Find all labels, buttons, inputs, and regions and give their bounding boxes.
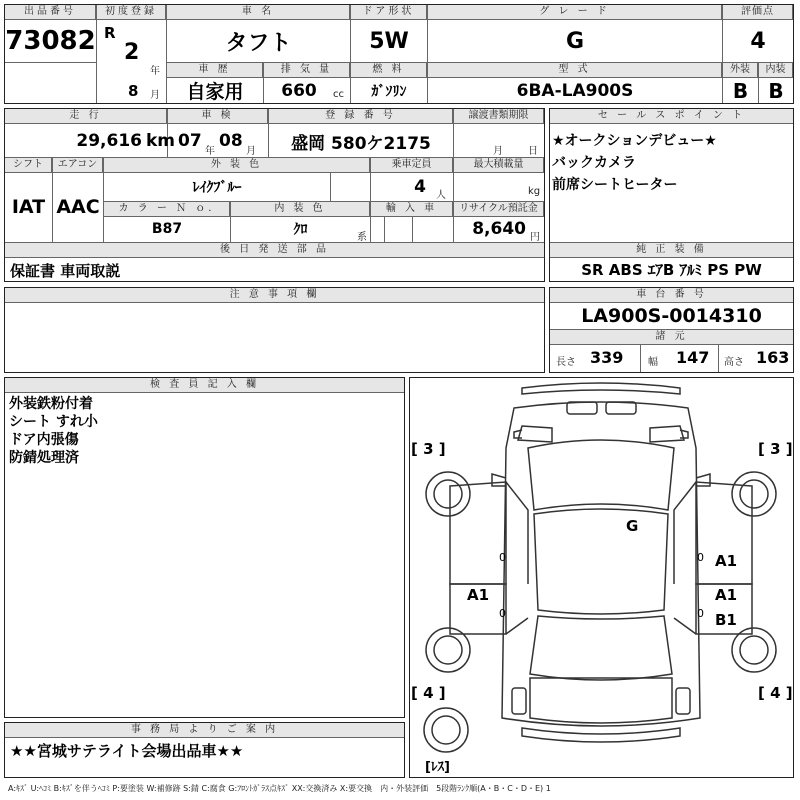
mileage-unit: km — [146, 131, 176, 151]
mileage-label: 走 行 — [5, 109, 167, 124]
caution-label: 注 意 事 項 欄 — [5, 288, 544, 303]
load-unit: kg — [528, 186, 541, 197]
history-value: 自家用 — [186, 81, 244, 103]
plate-label: 登 録 番 号 — [269, 109, 453, 124]
load-label: 最大積載量 — [454, 158, 544, 173]
score-value: 4 — [750, 28, 766, 54]
tire-rear-right: [ 4 ] — [758, 684, 793, 702]
car-diagram-block — [409, 377, 794, 778]
sales-label: セ ー ル ス ポ イ ン ト — [550, 109, 793, 124]
inspector-lines — [9, 395, 98, 467]
displacement-value: 660 — [281, 80, 317, 101]
length-label: 長さ — [556, 357, 576, 368]
car-name-label: 車 名 — [167, 5, 350, 20]
tire-rear-left: [ 4 ] — [411, 684, 446, 702]
first-reg-label: 初度登録 — [97, 5, 166, 20]
damage-legend: A:ｷｽﾞ U:ﾍｺﾐ B:ｷｽﾞを伴うﾍｺﾐ P:要塗装 W:補修跡 S:錆 C:腐食 G:ﾌﾛﾝﾄｶﾞﾗｽ点ｷｽﾞ XX:交換済み X:要交換 内・外装評価 5段階ﾗﾝｸ順(A・B・C・D・E) 1 — [8, 784, 551, 793]
damage-roof: G — [626, 517, 639, 535]
equipment-label: 純 正 装 備 — [550, 243, 793, 258]
zero-mark: 0 — [697, 607, 704, 620]
later-parts-value: 保証書 車両取説 — [10, 262, 121, 280]
colorno-label: カ ラ ー Ｎ ｏ. — [104, 202, 230, 217]
inspection-label: 車 検 — [168, 109, 268, 124]
door-label: ドア形状 — [351, 5, 427, 20]
inspector-label: 検 査 員 記 入 欄 — [5, 378, 404, 393]
shift-value: IAT — [11, 196, 46, 218]
inspector-line: シート すれ小 — [9, 414, 98, 430]
int-color-unit: 系 — [357, 232, 367, 243]
later-parts-label: 後 日 発 送 部 品 — [5, 243, 544, 258]
int-color-value: ｸﾛ — [293, 222, 308, 238]
sales-line: バックカメラ — [552, 155, 636, 171]
capacity-label: 乗車定員 — [371, 158, 453, 173]
interior-value: B — [768, 78, 784, 103]
inspector-line: 防錆処理済 — [9, 450, 79, 466]
era: R — [104, 24, 116, 42]
history-label: 車 歴 — [167, 63, 263, 78]
equipment-value: SR ABS ｴｱB ｱﾙﾐ PS PW — [581, 261, 762, 279]
color-value: ﾚｲｸﾌﾞﾙｰ — [192, 180, 242, 196]
transfer-label: 譲渡書類期限 — [454, 109, 544, 124]
sales-line: ★オークションデビュー★ — [552, 133, 717, 149]
capacity-value: 4 — [414, 177, 426, 197]
mileage-value: 29,616 — [76, 131, 142, 151]
displacement-label: 排 気 量 — [264, 63, 350, 78]
chassis-label: 車 台 番 号 — [550, 288, 793, 303]
width-label: 幅 — [648, 357, 658, 368]
door-value: 5W — [369, 28, 409, 54]
recycle-unit: 円 — [530, 232, 540, 243]
model-label: 型 式 — [428, 63, 722, 78]
displacement-unit: cc — [333, 89, 344, 100]
grade-label: グ レ ー ド — [428, 5, 722, 20]
office-label: 事 務 局 よ り ご 案 内 — [5, 723, 404, 738]
zero-mark: 0 — [499, 607, 506, 620]
colorno-value: B87 — [151, 221, 183, 237]
spare-tire-label: [ﾚｽ] — [425, 760, 450, 775]
year-unit: 年 — [150, 66, 160, 77]
score-label: 評価点 — [723, 5, 793, 20]
sales-lines — [552, 130, 717, 196]
first-reg-month: 8 — [128, 82, 139, 100]
width-value: 147 — [676, 348, 710, 367]
interior-label: 内装 — [759, 63, 793, 78]
shift-label: シフト — [5, 158, 52, 173]
ac-value: AAC — [56, 196, 100, 218]
damage-left-door-rear: A1 — [467, 586, 490, 604]
car-name: タフト — [225, 30, 292, 56]
transfer-day-unit: 日 — [528, 146, 538, 157]
zero-mark: 0 — [697, 551, 704, 564]
length-value: 339 — [590, 348, 624, 367]
inspection-year: 07 — [178, 131, 202, 151]
recycle-label: リサイクル預託金 — [454, 202, 544, 217]
office-value: ★★宮城サテライト会場出品車★★ — [10, 742, 244, 760]
exterior-label: 外装 — [723, 63, 758, 78]
model-value: 6BA-LA900S — [516, 80, 634, 101]
height-value: 163 — [756, 348, 790, 367]
inspection-year-unit: 年 — [205, 146, 215, 157]
car-outline-diagram — [410, 378, 793, 777]
damage-right-rear: B1 — [715, 611, 737, 629]
import-label: 輸 入 車 — [371, 202, 453, 217]
tire-front-right: [ 3 ] — [758, 440, 793, 458]
inspector-line: 外装鉄粉付着 — [9, 396, 93, 412]
capacity-unit: 人 — [436, 190, 446, 201]
inspection-month: 08 — [219, 131, 243, 151]
ac-label: エアコン — [53, 158, 103, 173]
color-label: 外 装 色 — [104, 158, 370, 173]
lot-label: 出品番号 — [5, 5, 96, 20]
plate-value: 盛岡 580ケ2175 — [291, 133, 431, 154]
fuel-label: 燃 料 — [351, 63, 427, 78]
first-reg-year: 2 — [124, 40, 140, 65]
inspector-line: ドア内張傷 — [9, 432, 79, 448]
fuel-value: ｶﾞｿﾘﾝ — [371, 83, 407, 100]
zero-mark: 0 — [499, 551, 506, 564]
month-unit: 月 — [150, 90, 160, 101]
spec-label: 諸 元 — [550, 330, 793, 345]
grade-value: G — [565, 28, 585, 54]
chassis-value: LA900S-0014310 — [581, 305, 762, 327]
int-color-label: 内 装 色 — [231, 202, 370, 217]
sales-line: 前席シートヒーター — [552, 177, 678, 193]
exterior-value: B — [732, 78, 749, 103]
recycle-value: 8,640 — [472, 219, 526, 239]
damage-right-door-rear: A1 — [715, 586, 738, 604]
lot-number: 73082 — [5, 26, 96, 56]
damage-right-door-front: A1 — [715, 552, 738, 570]
transfer-month-unit: 月 — [493, 146, 503, 157]
tire-front-left: [ 3 ] — [411, 440, 446, 458]
height-label: 高さ — [724, 357, 744, 368]
inspection-month-unit: 月 — [246, 146, 256, 157]
